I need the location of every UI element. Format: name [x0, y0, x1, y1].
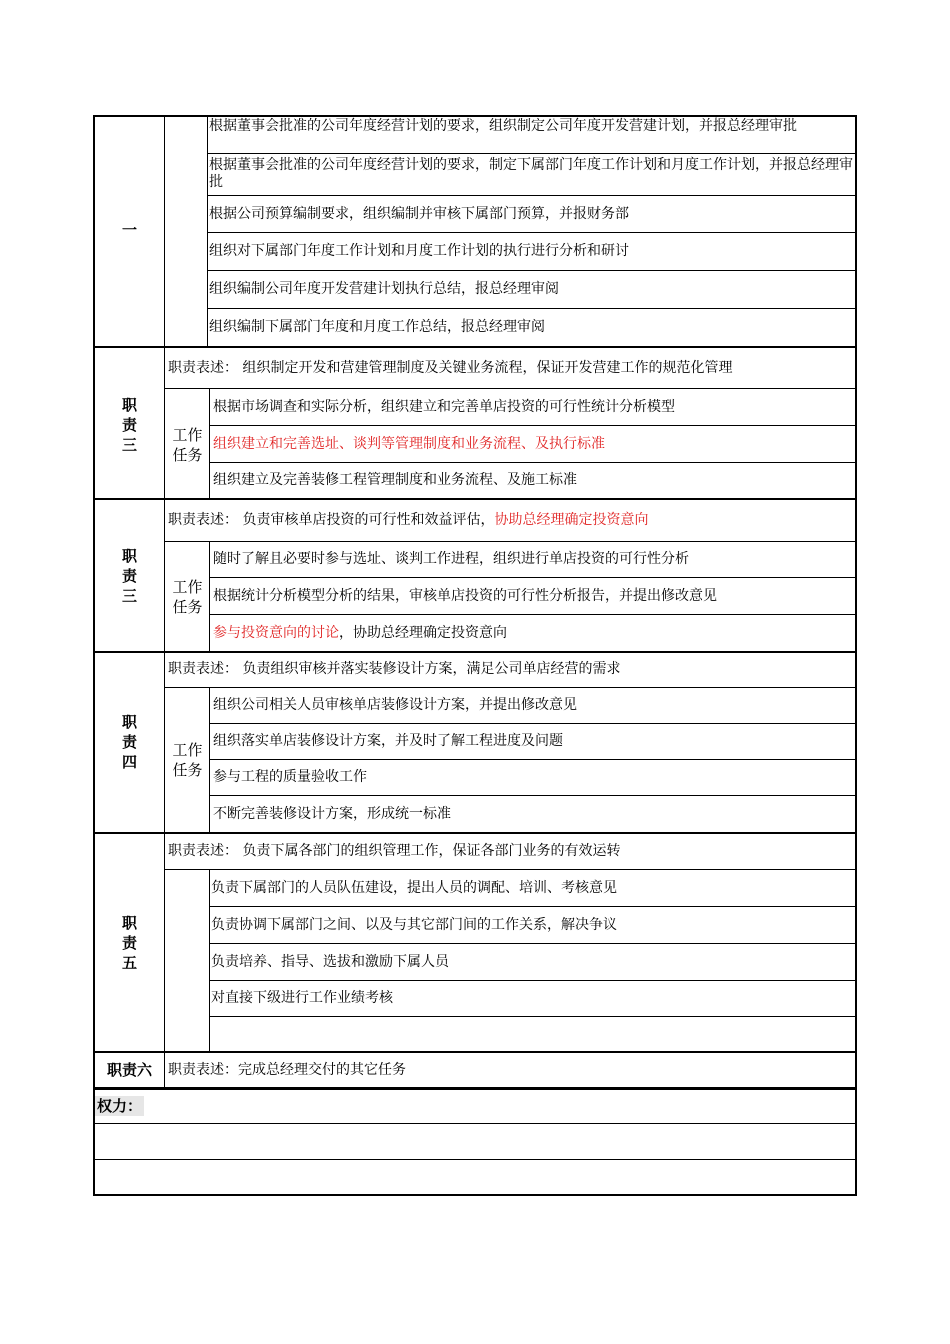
section1-task-6: 组织编制下属部门年度和月度工作总结，报总经理审阅 [209, 319, 545, 335]
section2-task-2: 组织建立和完善选址、谈判等管理制度和业务流程、及执行标准 [213, 435, 605, 452]
section1-label: 一 [121, 221, 137, 239]
section3-work-label: 工作 任务 [172, 578, 203, 616]
section4-task-2: 组织落实单店装修设计方案，并及时了解工程进度及问题 [213, 733, 563, 749]
authority-label: 权力： [97, 1097, 143, 1115]
section6-label: 职责六 [106, 1061, 152, 1079]
section3-task-2: 根据统计分析模型分析的结果，审核单店投资的可行性分析报告，并提出修改意见 [213, 587, 717, 604]
section1-inner-divider [207, 115, 208, 346]
section2-task-3: 组织建立及完善装修工程管理制度和业务流程、及施工标准 [213, 472, 577, 488]
section2-description: 职责表述： 组织制定开发和营建管理制度及关键业务流程，保证开发营建工作的规范化管理 [168, 359, 733, 376]
section3-task-3: 参与投资意向的讨论 ，协助总经理确定投资意向 [213, 624, 507, 641]
section4-work-label: 工作 任务 [172, 741, 203, 779]
section1-task-5: 组织编制公司年度开发营建计划执行总结，报总经理审阅 [209, 281, 559, 297]
section2-work-label: 工作 任务 [172, 426, 203, 464]
section4-label: 职 责 四 [121, 713, 137, 771]
section1-task-3: 根据公司预算编制要求，组织编制并审核下属部门预算，并报财务部 [209, 205, 629, 222]
section4-task-4: 不断完善装修设计方案，形成统一标准 [213, 805, 451, 822]
authority-table [93, 1088, 857, 1196]
section6-description: 职责表述：完成总经理交付的其它任务 [168, 1061, 406, 1078]
section4-task-3: 参与工程的质量验收工作 [213, 769, 367, 785]
section3-description: 职责表述： 负责审核单店投资的可行性和效益评估， 协助总经理确定投资意向 [168, 512, 649, 528]
section1-task-4: 组织对下属部门年度工作计划和月度工作计划的执行进行分析和研讨 [209, 243, 629, 259]
section5-task-4: 对直接下级进行工作业绩考核 [211, 990, 393, 1006]
section3-task-1: 随时了解且必要时参与选址、谈判工作进程，组织进行单店投资的可行性分析 [213, 551, 689, 567]
section4-description: 职责表述： 负责组织审核并落实装修设计方案，满足公司单店经营的需求 [168, 661, 621, 677]
section2-label: 职 责 三 [121, 396, 137, 454]
section4-task-1: 组织公司相关人员审核单店装修设计方案，并提出修改意见 [213, 697, 577, 713]
section5-task-2: 负责协调下属部门之间、以及与其它部门间的工作关系，解决争议 [211, 916, 617, 933]
section2-task-1: 根据市场调查和实际分析，组织建立和完善单店投资的可行性统计分析模型 [213, 398, 675, 415]
section3-label: 职 责 三 [121, 547, 137, 605]
section1-task-2: 根据董事会批准的公司年度经营计划的要求，制定下属部门年度工作计划和月度工作计划，并报总经理审批 [209, 157, 853, 190]
label-column-divider [164, 115, 165, 1089]
section1-task-1: 根据董事会批准的公司年度经营计划的要求，组织制定公司年度开发营建计划，并报总经理审批 [209, 118, 797, 134]
section5-description: 职责表述： 负责下属各部门的组织管理工作，保证各部门业务的有效运转 [168, 842, 621, 859]
section5-task-3: 负责培养、指导、选拔和激励下属人员 [211, 953, 449, 970]
section5-task-1: 负责下属部门的人员队伍建设，提出人员的调配、培训、考核意见 [211, 879, 617, 896]
section5-label: 职 责 五 [121, 914, 137, 972]
